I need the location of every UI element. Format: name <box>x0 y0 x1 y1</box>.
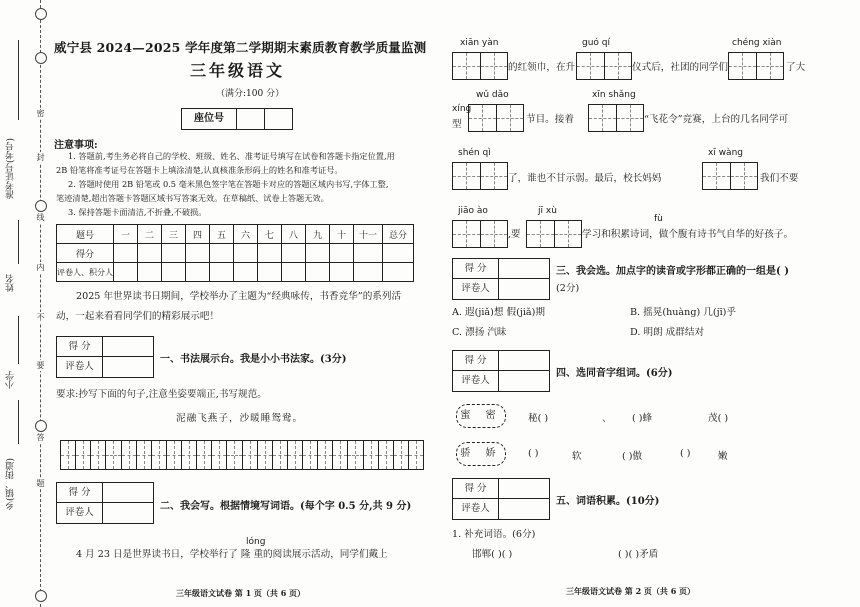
score-input-cell[interactable] <box>282 244 306 263</box>
pinyin: xiān yàn <box>460 38 499 48</box>
grid-cell[interactable] <box>333 441 348 469</box>
grid-cell[interactable] <box>481 163 508 189</box>
seal-hole <box>35 420 47 432</box>
score-box <box>56 336 154 378</box>
grid-cell[interactable] <box>589 105 617 131</box>
copy-grid[interactable] <box>60 440 424 470</box>
seal-hole <box>35 200 47 212</box>
seal-mark: 内 <box>36 263 45 272</box>
word-blank: 软 <box>572 451 582 462</box>
pinyin: shén qì <box>458 148 491 158</box>
score-table-cell: 七 <box>258 225 282 244</box>
score-table-cell: 题号 <box>57 225 114 244</box>
score-input-cell[interactable] <box>210 263 234 282</box>
seal-hole <box>35 8 47 20</box>
pinyin: xī wàng <box>708 148 743 158</box>
score-table-cell: 得分 <box>57 244 114 263</box>
score-input-cell[interactable] <box>186 263 210 282</box>
grid-cell[interactable] <box>453 163 481 189</box>
grid-cell[interactable] <box>137 441 152 469</box>
grid-cell[interactable] <box>577 53 605 79</box>
fill-text: 了，谁也不甘示弱。最后，校长妈妈 <box>508 173 662 184</box>
town-label: 乡(镇、街道) <box>6 457 16 511</box>
score-table-cell: 八 <box>282 225 306 244</box>
grid-cell[interactable] <box>212 441 227 469</box>
fill-text: 的红领巾，在升 <box>508 62 576 73</box>
score-table <box>56 224 414 282</box>
grid-cell[interactable] <box>527 221 555 247</box>
grader-input[interactable] <box>499 499 549 519</box>
grid-cell[interactable] <box>318 441 333 469</box>
word-blank: ( ) <box>528 448 539 459</box>
word-blank: ( )蜂 <box>632 413 653 424</box>
idiom-blank: ( )( )矛盾 <box>618 549 659 560</box>
score-input[interactable] <box>499 351 549 371</box>
pinyin: chéng xiàn <box>732 38 782 48</box>
exam-title: 威宁县 2024—2025 学年度第二学期期末素质教育教学质量监测 <box>54 40 427 55</box>
tianzi-grid[interactable] <box>452 162 508 190</box>
seal-hole <box>35 590 47 602</box>
subject-title: 三年级语文 <box>190 61 286 80</box>
school-label: 小学 <box>6 371 16 389</box>
grid-cell[interactable] <box>227 441 242 469</box>
seal-mark: 要 <box>36 361 45 370</box>
seal-line <box>40 0 41 607</box>
grid-cell[interactable] <box>757 53 784 79</box>
grid-cell[interactable] <box>469 105 497 131</box>
tianzi-grid[interactable] <box>576 52 632 80</box>
seat-label: 座位号 <box>182 109 237 129</box>
grid-cell[interactable] <box>258 441 273 469</box>
section5-sub1: 1. 补充词语。(6分) <box>452 529 536 540</box>
tianzi-grid[interactable] <box>702 162 758 190</box>
option-d: D. 明朗 成群结对 <box>630 327 705 338</box>
seal-mark: 答 <box>36 433 45 442</box>
score-table-row <box>57 263 414 282</box>
grid-cell[interactable] <box>394 441 409 469</box>
option-c: C. 漂扬 汽昧 <box>452 327 507 338</box>
section5-title: 五、词语积累。(10分) <box>556 496 660 507</box>
tianzi-grid[interactable] <box>588 104 644 132</box>
score-table-cell: 五 <box>210 225 234 244</box>
fill-text: 了大 <box>786 62 806 73</box>
tianzi-grid[interactable] <box>526 220 582 248</box>
grid-cell[interactable] <box>453 221 481 247</box>
seal-hole <box>35 52 47 64</box>
seal-mark: 密 <box>36 109 45 118</box>
score-input[interactable] <box>499 479 549 499</box>
score-input-cell[interactable] <box>306 244 330 263</box>
word-blank: 秘( ) <box>528 413 549 424</box>
score-input-cell[interactable] <box>354 263 383 282</box>
seal-mark: 不 <box>36 313 45 322</box>
score-input-cell[interactable] <box>114 244 138 263</box>
note-line: 1. 答题前,考生务必将自己的学校、班级、姓名、准考证号填写在试卷和答题卡指定位置,用 <box>68 151 395 161</box>
grid-cell[interactable] <box>481 53 508 79</box>
pinyin: jiāo ào <box>458 206 488 216</box>
score-input-cell[interactable] <box>330 244 354 263</box>
grid-cell[interactable] <box>243 441 258 469</box>
pinyin: xīn shǎng <box>592 90 636 100</box>
tianzi-grid[interactable] <box>452 220 508 248</box>
grader-input[interactable] <box>103 503 153 523</box>
pinyin: guó qí <box>582 38 610 48</box>
note-line: 2. 答题时使用 2B 铅笔或 0.5 毫米黑色签字笔在答题卡对应的答题区域内书写,字体工整, <box>68 179 389 189</box>
pinyin: lóng <box>246 537 266 547</box>
score-input-cell[interactable] <box>383 263 414 282</box>
pinyin: wǔ dǎo <box>476 90 509 100</box>
section3-title: 三、我会选。加点字的读音或字形都正确的一组是( ) <box>556 266 789 277</box>
score-input-cell[interactable] <box>354 244 383 263</box>
grid-cell[interactable] <box>76 441 91 469</box>
score-input-cell[interactable] <box>186 244 210 263</box>
idiom-blank: 邯郸( )( ) <box>472 549 513 560</box>
tianzi-grid[interactable] <box>468 104 524 132</box>
score-label: 得 分 <box>57 483 103 503</box>
pinyin: jī xù <box>538 206 557 216</box>
intro-line: 动，一起来看看同学们的精彩展示吧！ <box>56 311 220 322</box>
score-input-cell[interactable] <box>138 263 162 282</box>
score-input[interactable] <box>499 259 549 279</box>
grid-cell[interactable] <box>152 441 167 469</box>
score-table-cell: 二 <box>138 225 162 244</box>
grid-cell[interactable] <box>197 441 212 469</box>
section4-title: 四、选同音字组词。(6分) <box>556 368 673 379</box>
grader-label: 评卷人 <box>57 503 103 523</box>
section3-points: (2分) <box>556 283 580 294</box>
section2-text: 4 月 23 日是世界读书日，学校举行了 隆 重的阅读展示活动，同学们戴上 <box>76 549 388 560</box>
seat-number-box <box>181 108 293 130</box>
grid-cell[interactable] <box>605 53 632 79</box>
score-label: 得 分 <box>57 337 103 357</box>
full-score: （满分:100 分） <box>216 89 285 99</box>
page-footer: 三年级语文试卷 第 1 页（共 6 页） <box>176 588 306 598</box>
page-footer: 三年级语文试卷 第 2 页（共 6 页） <box>566 586 696 596</box>
note-line: 3. 保持答题卡面清洁,不折叠,不破损。 <box>68 207 207 217</box>
score-label: 得 分 <box>453 259 499 279</box>
pinyin: fù <box>654 214 663 224</box>
grid-cell[interactable] <box>409 441 423 469</box>
grid-cell[interactable] <box>555 221 582 247</box>
score-table-cell: 四 <box>186 225 210 244</box>
grid-cell[interactable] <box>364 441 379 469</box>
score-input-cell[interactable] <box>162 244 186 263</box>
score-table-row <box>57 244 414 263</box>
score-table-cell: 一 <box>114 225 138 244</box>
town-line <box>18 400 19 444</box>
score-input-cell[interactable] <box>282 263 306 282</box>
grader-input[interactable] <box>499 371 549 391</box>
word-blank: ( ) <box>680 448 691 459</box>
grid-cell[interactable] <box>729 53 757 79</box>
score-table-cell: 九 <box>306 225 330 244</box>
grader-input[interactable] <box>499 279 549 299</box>
grid-cell[interactable] <box>288 441 303 469</box>
grid-cell[interactable] <box>91 441 106 469</box>
section1-requirement: 要求:抄写下面的句子,注意坐姿要端正,书写规范。 <box>56 389 267 400</box>
binding-margin <box>0 0 46 607</box>
exam-number-label: 准考证号(考号) <box>6 137 16 199</box>
grader-label: 评卷人 <box>453 499 499 519</box>
score-input-cell[interactable] <box>306 263 330 282</box>
grader-label: 评卷人 <box>453 371 499 391</box>
word-blank: 茂( ) <box>708 413 729 424</box>
intro-line: 2025 年世界读书日期间，学校举办了主题为“经典咏传，书香竞华”的系列活 <box>76 291 402 302</box>
grader-label: 评卷人 <box>57 357 103 377</box>
score-table-header-row <box>57 225 414 244</box>
score-box <box>452 478 550 520</box>
fill-text: 型 <box>452 119 462 130</box>
score-table-cell: 总分 <box>383 225 414 244</box>
word-blank: 嫩 <box>718 451 728 462</box>
homophone-pair-2: 骄 娇 <box>456 442 506 466</box>
grid-cell[interactable] <box>731 163 758 189</box>
grid-cell[interactable] <box>182 441 197 469</box>
grid-cell[interactable] <box>303 441 318 469</box>
score-table-cell: 十一 <box>354 225 383 244</box>
seat-cell[interactable] <box>237 109 265 129</box>
fill-text: 学习和积累诗词，做个腹有诗书气自华的好孩子。 <box>582 229 794 240</box>
tianzi-grid[interactable] <box>728 52 784 80</box>
score-input-cell[interactable] <box>234 244 258 263</box>
name-label: 姓名 <box>6 274 16 292</box>
grid-cell[interactable] <box>122 441 137 469</box>
seal-mark: 题 <box>36 479 45 488</box>
score-input-cell[interactable] <box>383 244 414 263</box>
grid-cell[interactable] <box>481 221 508 247</box>
grid-cell[interactable] <box>61 441 76 469</box>
name-line <box>18 220 19 264</box>
grid-cell[interactable] <box>167 441 182 469</box>
grader-input[interactable] <box>103 357 153 377</box>
exam-number-line <box>18 40 19 120</box>
tianzi-grid[interactable] <box>452 52 508 80</box>
option-a: A. 遐(jiǎ)想 假(jiǎ)期 <box>452 307 545 318</box>
word-blank: ( )傲 <box>622 451 643 462</box>
section1-title: 一、书法展示台。我是小小书法家。(3分) <box>160 354 347 365</box>
grid-cell[interactable] <box>703 163 731 189</box>
option-b: B. 摇晃(huàng) 几(jī)乎 <box>630 307 736 318</box>
score-input-cell[interactable] <box>258 263 282 282</box>
school-line <box>18 316 19 364</box>
score-table-cell: 评卷人、积分人 <box>57 263 114 282</box>
score-input[interactable] <box>103 337 153 357</box>
score-label: 得 分 <box>453 479 499 499</box>
seal-mark: 线 <box>36 213 45 222</box>
grid-cell[interactable] <box>379 441 394 469</box>
calligraphy-sentence: 泥融飞燕子，沙暖睡鸳鸯。 <box>176 413 304 424</box>
score-box <box>452 350 550 392</box>
score-box <box>452 258 550 300</box>
score-input-cell[interactable] <box>138 244 162 263</box>
score-input[interactable] <box>103 483 153 503</box>
score-box <box>56 482 154 524</box>
grid-cell[interactable] <box>617 105 644 131</box>
grid-cell[interactable] <box>348 441 363 469</box>
grid-cell[interactable] <box>273 441 288 469</box>
section2-title: 二、我会写。根据情境写词语。(每个字 0.5 分,共 9 分) <box>160 501 412 512</box>
score-input-cell[interactable] <box>234 263 258 282</box>
score-input-cell[interactable] <box>162 263 186 282</box>
grid-cell[interactable] <box>106 441 121 469</box>
score-table-cell: 十 <box>330 225 354 244</box>
grid-cell[interactable] <box>497 105 524 131</box>
fill-text: 节目。接着 <box>526 114 574 125</box>
fill-text: 仪式后，社团的同学们 <box>632 62 728 73</box>
notes-heading: 注意事项: <box>54 140 98 151</box>
homophone-pair-1: 蜜 密 <box>456 404 506 428</box>
score-input-cell[interactable] <box>210 244 234 263</box>
grader-label: 评卷人 <box>453 279 499 299</box>
note-line: 2B 铅笔将准考证号在答题卡上填涂清楚,认真核准条形码上的姓名和准考证号。 <box>56 165 343 175</box>
fill-text: 我们不要 <box>760 173 799 184</box>
grid-cell[interactable] <box>453 53 481 79</box>
score-input-cell[interactable] <box>114 263 138 282</box>
note-line: 笔迹清楚,超出答题卡答题区域书写答案无效。在草稿纸、试卷上答题无效。 <box>56 193 329 203</box>
score-table-cell: 三 <box>162 225 186 244</box>
fill-text: “飞花令”竞赛，上台的几名同学可 <box>644 114 789 125</box>
pinyin: xíng <box>452 104 472 114</box>
fill-text: ,要 <box>508 229 521 240</box>
score-table-cell: 六 <box>234 225 258 244</box>
seat-cell[interactable] <box>265 109 292 129</box>
score-input-cell[interactable] <box>330 263 354 282</box>
word-blank: 、 <box>602 413 612 424</box>
score-input-cell[interactable] <box>258 244 282 263</box>
seal-mark: 封 <box>36 153 45 162</box>
score-label: 得 分 <box>453 351 499 371</box>
